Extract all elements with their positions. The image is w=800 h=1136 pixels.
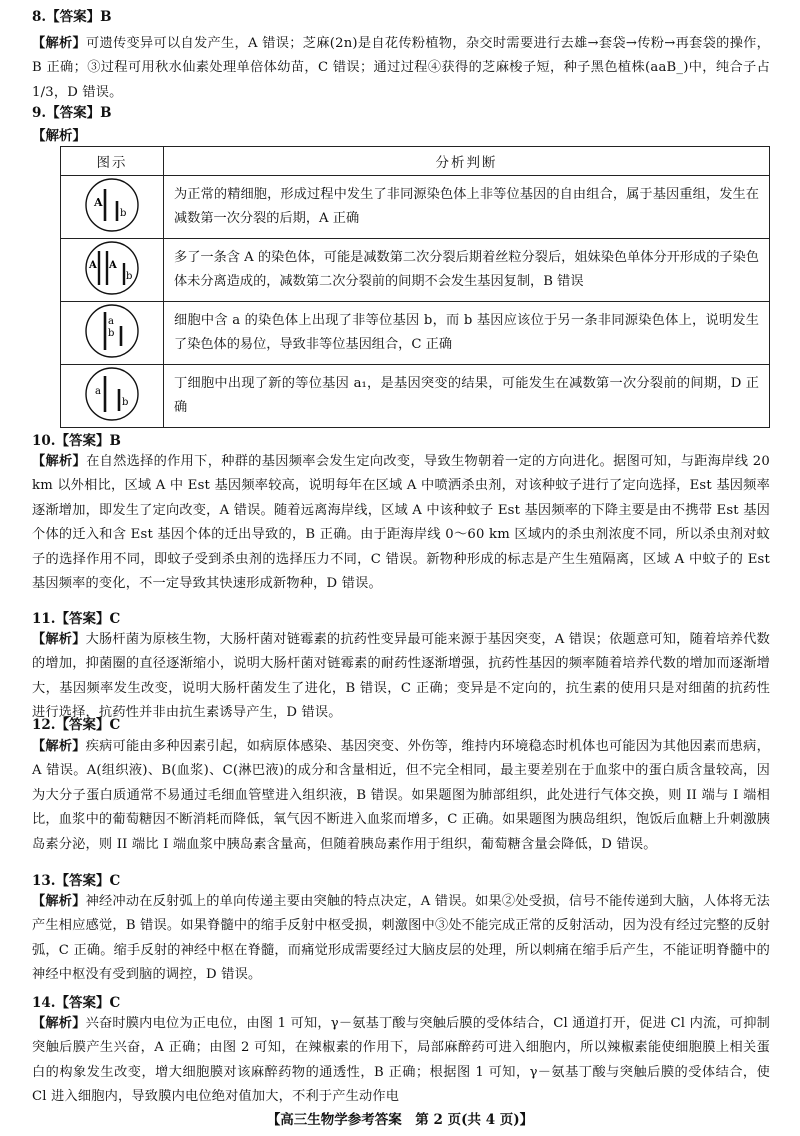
q13-answer: C [109, 873, 121, 889]
q13-answer-tag: 【答案】 [55, 873, 110, 889]
q14-number: 14. [32, 995, 56, 1011]
q12-analysis-text: 疾病可能由多种因素引起，如病原体感染、基因突变、外伤等，维持内环境稳态时机体也可能因为其他因素而患病，A 错误。A(组织液)、B(血浆)、C(淋巴液)的成分和含量相近，但不完全相同，最主要差别在于血浆中的蛋白质含量较高，因为大分子蛋白质通常不易通过毛细血管壁进入组织液，B 错误。如果题图为肺部组织，此处进行气体交换，则 II 端与 I 端相比，血浆中的葡萄糖因不断消耗而降低，氧气因不断进入血浆而增多，C 正确。如果题图为胰岛组织，饱饭后血糖上升刺激胰岛素分泌，则 II 端比 I 端血浆中胰岛素含量高，但随着胰岛素作用于组织，葡萄糖含量会降低，D 错误。 [32, 739, 770, 852]
q13-header [32, 872, 120, 890]
table-header-figure: 图示 [61, 147, 164, 176]
table-cell-text: 多了一条含 A 的染色体，可能是减数第二次分裂后期着丝粒分裂后，姐妹染色单体分开形成的子染色体未分离造成的，减数第二次分裂前的间期不会发生基因复制，B 错误 [164, 239, 770, 302]
table-row [61, 302, 770, 365]
q12-answer-tag: 【答案】 [55, 717, 110, 733]
table-row [61, 365, 770, 428]
q10-analysis-text: 在自然选择的作用下，种群的基因频率会发生定向改变，导致生物朝着一定的方向进化。据图可知，与距海岸线 20 km 以外相比，区域 A 中 Est 基因频率较高，说明每年在区域 A 中喷洒杀虫剂，对该种蚊子进行了定向选择，Est 基因频率逐渐增加，即发生了定向改变，A 错误。随着远离海岸线，区域 A 中该种蚊子 Est 基因频率的下降主要是由不携带 Est 基因个体的迁入和含 Est 基因个体的迁出导致的，B 正确。由于距海岸线 0～60 km 区域内的杀虫剂浓度不同，所以杀虫剂对蚊子的选择作用不同，即蚊子受到杀虫剂的选择压力不同，C 错误。新物种形成的标志是产生生殖隔离，区域 A 中蚊子的 Est 基因频率的变化，不一定导致其快速形成新物种，D 错误。 [32, 454, 770, 592]
q14-analysis [32, 1012, 770, 1104]
q8-analysis-tag: 【解析】 [32, 36, 87, 51]
q11-analysis-text: 大肠杆菌为原核生物，大肠杆菌对链霉素的抗药性变异最可能来源于基因突变，A 错误；依题意可知，随着培养代数的增加，抑菌圈的直径逐渐缩小，说明大肠杆菌对链霉素的耐药性逐渐增强，抗药性基因的频率随着培养代数的增加而逐渐增大，基因频率发生改变，说明大肠杆菌发生了进化，B 错误，C 正确；变异是不定向的，抗生素的使用只是对细菌的抗药性进行选择，抗药性并非由抗生素诱导产生，D 错误。 [32, 632, 770, 721]
table-cell-figure [61, 239, 164, 302]
q10-answer-tag: 【答案】 [55, 433, 110, 449]
cell-diagram-AA-b [83, 239, 141, 297]
q14-analysis-text: 兴奋时膜内电位为正电位，由图 1 可知，γ－氨基丁酸与突触后膜的受体结合，Cl 通道打开，促进 Cl 内流，可抑制突触后膜产生兴奋，A 正确；由图 2 可知，在辣椒素的作用下，局部麻醉药可进入细胞内，所以辣椒素能使细胞膜上相关蛋白的构象发生改变，增大细胞膜对该麻醉药物的通透性，B 正确；根据图 1 可知，γ－氨基丁酸与突触后膜的受体结合，使 Cl 进入细胞内，导致膜内电位绝对值加大，不利于产生动作电 [32, 1016, 770, 1104]
svg-text:b: b [120, 208, 127, 219]
table-cell-figure [61, 302, 164, 365]
table-cell-text: 丁细胞中出现了新的等位基因 a₁，是基因突变的结果，可能发生在减数第一次分裂前的间期，D 正确 [164, 365, 770, 428]
svg-text:A: A [109, 260, 117, 271]
q12-header [32, 716, 120, 734]
q14-analysis-tag: 【解析】 [32, 1016, 86, 1031]
q10-header [32, 432, 121, 450]
svg-text:b: b [126, 271, 133, 282]
table-cell-text: 细胞中含 a 的染色体上出现了非等位基因 b，而 b 基因应该位于另一条非同源染色体上，说明发生了染色体的易位，导致非等位基因组合，C 正确 [164, 302, 770, 365]
q12-analysis [32, 735, 770, 857]
q9-number: 9. [32, 105, 47, 121]
svg-text:b: b [122, 397, 129, 408]
table-cell-figure [61, 365, 164, 428]
q9-answer-tag: 【答案】 [46, 105, 101, 121]
q11-analysis [32, 628, 770, 726]
q8-analysis [32, 32, 770, 105]
q8-header [32, 8, 112, 26]
page-footer: 【高三生物学参考答案 第 2 页(共 4 页)】 [266, 1112, 534, 1128]
q11-analysis-tag: 【解析】 [32, 632, 86, 647]
q9-analysis-tag: 【解析】 [32, 128, 86, 144]
q14-answer: C [109, 995, 121, 1011]
q8-number: 8. [32, 9, 47, 25]
q13-analysis [32, 890, 770, 988]
q11-header [32, 610, 120, 628]
svg-text:a: a [95, 386, 101, 397]
q11-answer-tag: 【答案】 [55, 611, 110, 627]
q11-answer: C [109, 611, 121, 627]
q13-analysis-text: 神经冲动在反射弧上的单向传递主要由突触的特点决定，A 错误。如果②处受损，信号不能传递到大脑，人体将无法产生相应感觉，B 错误。如果脊髓中的缩手反射中枢受损，刺激图中③处不能完成正常的反射活动，因为没有经过完整的反射弧，C 正确。缩手反射的神经中枢在脊髓，而痛觉形成需要经过大脑皮层的处理，所以刺痛在缩手后产生，不能证明脊髓中的神经中枢没有受到脑的调控，D 错误。 [32, 894, 770, 983]
table-cell-figure [61, 176, 164, 239]
q10-number: 10. [32, 433, 56, 449]
cell-diagram-a1-b [83, 365, 141, 423]
q12-analysis-tag: 【解析】 [32, 739, 86, 754]
table-header-analysis: 分析判断 [164, 147, 770, 176]
q8-analysis-text: 可遗传变异可以自发产生，A 错误；芝麻(2n)是自花传粉植物，杂交时需要进行去雄→套袋→传粉→再套袋的操作，B 正确；③过程可用秋水仙素处理单倍体幼苗，C 错误；通过过程④获得的芝麻梭子短，种子黑色植株(aaB_)中，纯合子占 1/3，D 错误。 [32, 36, 770, 100]
table-header-row [61, 147, 770, 176]
q11-number: 11. [32, 611, 56, 627]
q14-answer-tag: 【答案】 [55, 995, 110, 1011]
q13-analysis-tag: 【解析】 [32, 894, 86, 909]
table-row [61, 176, 770, 239]
svg-text:A: A [94, 196, 103, 209]
q13-number: 13. [32, 873, 56, 889]
svg-text:b: b [108, 328, 115, 339]
q9-answer: B [100, 105, 112, 121]
q10-answer: B [109, 433, 121, 449]
table-cell-text: 为正常的精细胞，形成过程中发生了非同源染色体上非等位基因的自由组合，属于基因重组，发生在减数第一次分裂的后期，A 正确 [164, 176, 770, 239]
q8-answer-tag: 【答案】 [46, 9, 101, 25]
svg-text:A: A [89, 260, 97, 271]
q12-answer: C [109, 717, 121, 733]
cell-diagram-A-b [83, 176, 141, 234]
q9-analysis-table [60, 146, 770, 428]
table-row [61, 239, 770, 302]
q10-analysis [32, 450, 770, 596]
q14-header [32, 994, 120, 1012]
cell-diagram-a-b [83, 302, 141, 360]
q8-answer: B [100, 9, 112, 25]
svg-text:a: a [108, 316, 114, 327]
q10-analysis-tag: 【解析】 [32, 454, 87, 469]
q9-header [32, 104, 112, 122]
q12-number: 12. [32, 717, 56, 733]
